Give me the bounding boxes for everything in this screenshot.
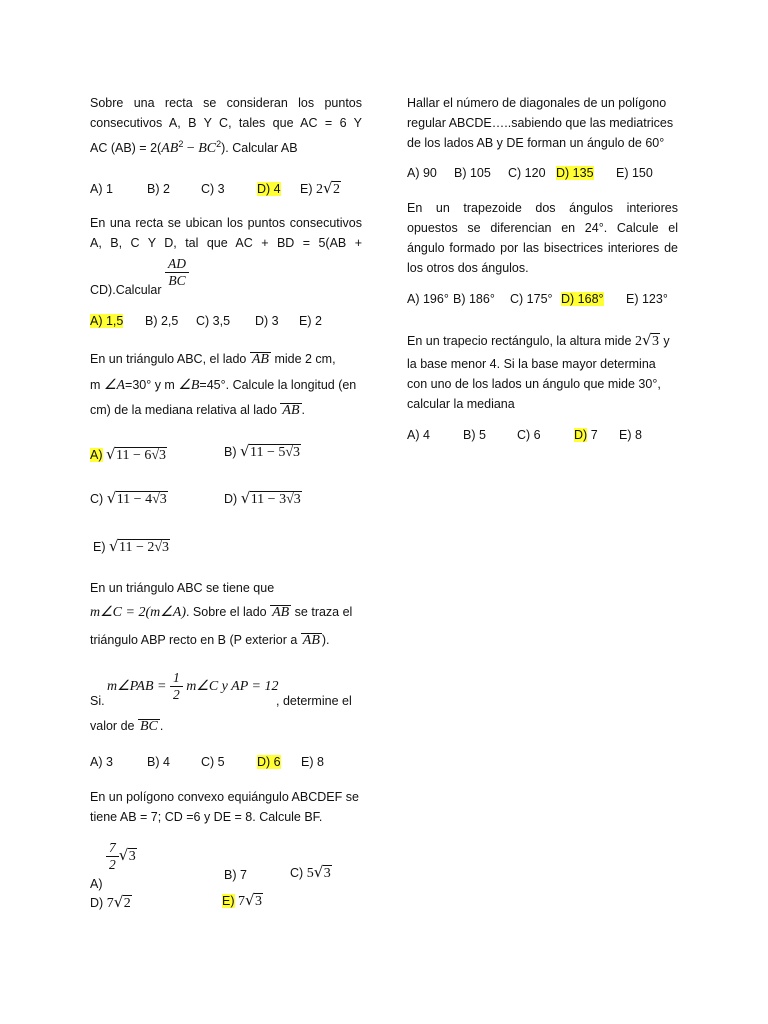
exponent: 2 [178, 139, 184, 149]
p2-option-b: B) 2,5 [145, 314, 179, 328]
problem-5-line-2: tiene AB = 7; CD =6 y DE = 8. Calcule BF. [90, 810, 323, 824]
p1-option-b: B) 2 [147, 182, 170, 196]
problem-3-text: mide 2 cm, [274, 352, 336, 366]
problem-1-line-2: consecutivos A, B Y C, tales que AC = 6 Y [90, 116, 362, 130]
problem-1-text: ). Calcular AB [221, 141, 298, 156]
problem-4-text: triángulo ABP recto en B (P exterior a [90, 633, 298, 647]
segment-ab: AB [251, 352, 269, 367]
problem-7-line-2: opuestos se diferencian en 24°. Calcule el [407, 221, 678, 235]
problem-4-line-2 [90, 604, 352, 621]
p4-option-d-highlighted: D) 6 [257, 755, 281, 769]
problem-8-line-1 [407, 334, 670, 350]
p5-option-c-label: C) [290, 866, 304, 880]
p6-option-d-highlighted: D) 135 [556, 166, 594, 180]
problem-4-line-5 [90, 719, 163, 733]
p3-option-e-label: E) [93, 540, 106, 554]
p8-coef: 2 [634, 334, 642, 349]
problem-1-text: AC (AB) = 2( [90, 141, 162, 156]
sqrt-symbol: √ 2 [323, 182, 341, 198]
problem-1-line-1: Sobre una recta se consideran los puntos [90, 96, 362, 110]
problem-1-line-3 [90, 139, 298, 157]
math-ap: m∠C y AP = 12 [186, 678, 279, 694]
problem-4-math [107, 670, 278, 703]
problem-3-line-2 [90, 377, 356, 394]
p5-option-c-coef: 5 [306, 866, 314, 881]
p5-option-d-label: D) [90, 896, 104, 910]
problem-8-line-3: con uno de los lados un ángulo que mide 30°, [407, 377, 661, 391]
segment-ab: AB [272, 605, 290, 620]
segment-bc: BC [139, 719, 158, 734]
sqrt-symbol: √ 11 − 2√3 [109, 540, 170, 556]
p8-option-d-value: 7 [590, 428, 598, 442]
p3-option-c [90, 492, 168, 508]
problem-3-text: =45°. Calcule la longitud (en [199, 378, 357, 392]
p4-option-a: A) 3 [90, 755, 113, 769]
p3-option-d [224, 492, 302, 508]
p2-option-d: D) 3 [255, 314, 279, 328]
p6-option-b: B) 105 [454, 166, 491, 180]
problem-2-line-3: CD).Calcular [90, 283, 162, 297]
problem-8-text: En un trapecio rectángulo, la altura mide [407, 334, 632, 348]
math-minus: − [183, 141, 199, 157]
problem-3-text: =30° y m [125, 378, 175, 392]
problem-4-si: Si. [90, 694, 105, 708]
p5-option-a [90, 840, 137, 891]
p2-option-a-highlighted: A) 1,5 [90, 314, 124, 328]
p3-option-c-label: C) [90, 492, 104, 506]
fraction-numerator: AD [165, 256, 189, 273]
problem-4-line-3 [90, 633, 330, 647]
p3-option-a [90, 448, 167, 464]
p8-option-d-label-highlighted: D) [574, 428, 588, 442]
problem-2-line-2: A, B, C Y D, tal que AC + BD = 5(AB + [90, 236, 362, 250]
problem-8-line-2: la base menor 4. Si la base mayor determina [407, 357, 656, 371]
p5-option-e [222, 894, 263, 910]
p6-option-a: A) 90 [407, 166, 437, 180]
p8-option-a: A) 4 [407, 428, 430, 442]
problem-8-line-4: calcular la mediana [407, 397, 515, 411]
p8-option-e: E) 8 [619, 428, 642, 442]
p7-option-e: E) 123° [626, 292, 668, 306]
math-ab: AB [161, 141, 179, 157]
sqrt-symbol: √ 3 [314, 866, 332, 882]
problem-3-line-3 [90, 403, 305, 417]
p4-option-c: C) 5 [201, 755, 225, 769]
fraction-seven-halves: $\frac{7}{2}$ [106, 840, 119, 873]
p3-option-b [224, 445, 301, 461]
p6-option-e: E) 150 [616, 166, 653, 180]
sqrt-symbol: √ 2 [114, 896, 132, 912]
p2-option-e: E) 2 [299, 314, 322, 328]
segment-ab: AB [282, 403, 300, 418]
p5-option-d-coef: 7 [106, 896, 114, 911]
problem-6-line-3: de los lados AB y DE forman un ángulo de 60° [407, 136, 665, 150]
p1-option-e-label: E) [300, 182, 313, 196]
problem-4-line-1: En un triángulo ABC se tiene que [90, 581, 275, 595]
problem-3-text: . [301, 403, 305, 417]
segment-ab: AB [302, 633, 320, 648]
problem-4-text: se traza el [294, 605, 353, 619]
sqrt-symbol: √ 3 [245, 894, 263, 910]
math-angle-relation: m∠C = 2(m∠A) [90, 605, 186, 620]
angle-b: ∠B [178, 378, 200, 393]
p8-option-d [574, 428, 598, 442]
p4-option-b: B) 4 [147, 755, 170, 769]
problem-2-line-1: En una recta se ubican los puntos consecutivos [90, 216, 362, 230]
problem-3-line-1 [90, 352, 336, 366]
p3-option-a-label-highlighted: A) [90, 448, 103, 462]
p1-option-d-highlighted: D) 4 [257, 182, 281, 196]
sqrt-symbol: √ 11 − 6√3 [106, 448, 167, 464]
problem-2-fraction [165, 256, 189, 289]
problem-3-text: cm) de la mediana relativa al lado [90, 403, 277, 417]
p5-option-a-label: A) [90, 876, 103, 891]
sqrt-symbol: √ 3 [642, 334, 660, 350]
p3-option-b-label: B) [224, 445, 237, 459]
problem-4-text: . [159, 719, 164, 733]
fraction-half: $\frac{1}{2}$ [170, 670, 183, 703]
problem-8-text: y [663, 334, 670, 348]
problem-6-line-2: regular ABCDE…..sabiendo que las mediatrices [407, 116, 674, 130]
p2-option-c: C) 3,5 [196, 314, 231, 328]
p1-option-e [300, 182, 341, 198]
sqrt-symbol: √ 11 − 4√3 [107, 492, 168, 508]
p7-option-a: A) 196° [407, 292, 449, 306]
problem-7-line-4: los otros dos ángulos. [407, 261, 529, 275]
exponent: 2 [216, 139, 222, 149]
p1-option-a: A) 1 [90, 182, 113, 196]
fraction-denominator: BC [168, 273, 186, 288]
p5-option-e-coef: 7 [237, 894, 245, 909]
p7-option-d-highlighted: D) 168° [561, 292, 604, 306]
p8-option-b: B) 5 [463, 428, 486, 442]
p1-option-e-coef: 2 [315, 182, 323, 197]
problem-4-text: valor de [90, 719, 135, 733]
p5-option-c [290, 866, 332, 882]
angle-a: ∠A [103, 378, 126, 393]
sqrt-symbol: √ 11 − 5√3 [240, 445, 301, 461]
problem-7-line-3: ángulo formado por las bisectrices interiores de [407, 241, 678, 255]
p3-option-e [93, 540, 170, 556]
p8-option-c: C) 6 [517, 428, 541, 442]
p1-option-c: C) 3 [201, 182, 225, 196]
problem-3-text: En un triángulo ABC, el lado [90, 352, 247, 366]
p6-option-c: C) 120 [508, 166, 546, 180]
p4-option-e: E) 8 [301, 755, 324, 769]
problem-6-line-1: Hallar el número de diagonales de un polígono [407, 96, 667, 110]
p5-option-e-label-highlighted: E) [222, 894, 235, 908]
problem-4-line-4: , determine el [276, 694, 352, 708]
math-pab: m∠PAB = [107, 678, 167, 694]
p5-option-d [90, 896, 132, 912]
sqrt-symbol: √ 11 − 3√3 [241, 492, 302, 508]
problem-3-text: m [90, 378, 101, 392]
problem-5-line-1: En un polígono convexo equiángulo ABCDEF se [90, 790, 359, 804]
problem-4-text: ). [321, 633, 330, 647]
problem-7-line-1: En un trapezoide dos ángulos interiores [407, 201, 678, 215]
p3-option-d-label: D) [224, 492, 238, 506]
p5-option-b: B) 7 [224, 868, 247, 882]
problem-4-text: . Sobre el lado [185, 605, 267, 619]
math-bc: BC [198, 141, 217, 157]
p7-option-b: B) 186° [453, 292, 495, 306]
sqrt-symbol: √ 3 [119, 849, 137, 865]
p7-option-c: C) 175° [510, 292, 553, 306]
